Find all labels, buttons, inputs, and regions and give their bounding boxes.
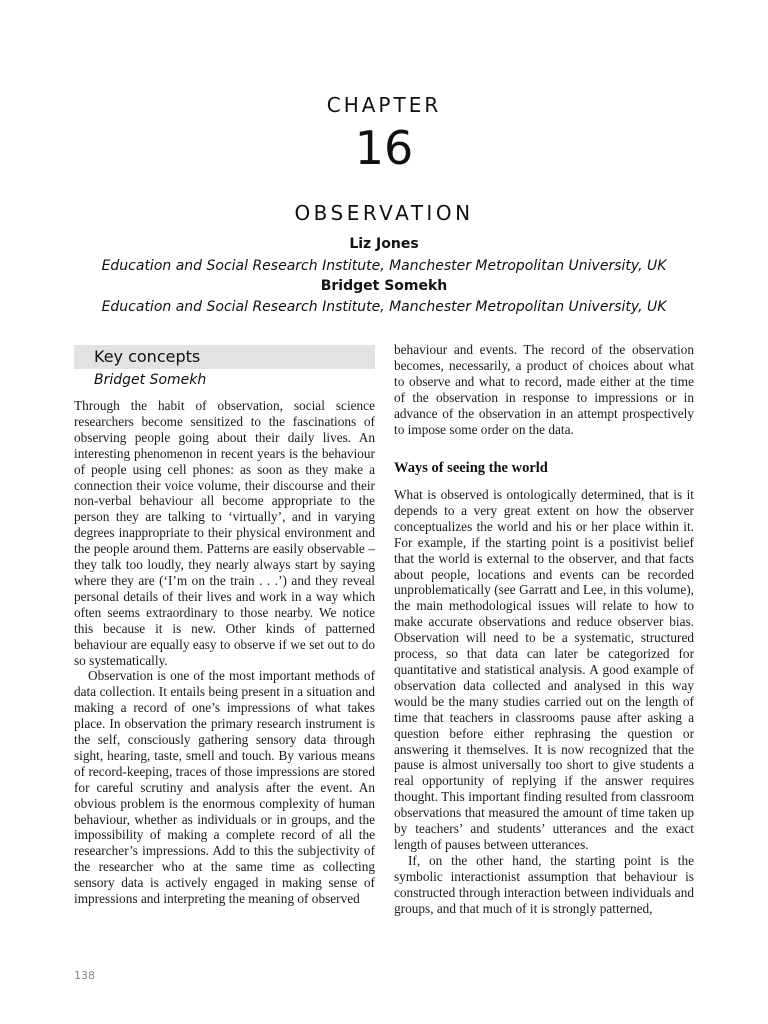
chapter-label: CHAPTER [326,93,442,117]
author-name-1: Liz Jones [349,236,419,252]
page-number: 138 [74,969,95,982]
right-paragraph-1: behaviour and events. The record of the observation becomes, necessarily, a product of choices about what to observe and what to record, made either at the time of the observation in response to impressions or in advance of the observation in an attempt prospectively to impose some order on the data. [394,342,694,437]
left-paragraph-2: Observation is one of the most important methods of data collection. It entails being present in a situation and making a record of one’s impressions of what takes place. In observation the primary research instrument is the self, consciously gathering sensory data through sight, hearing, taste, smell and touch. By various means of record-keeping, traces of those impressions are stored for careful scrutiny and analysis after the event. An obvious problem is the enormous complexity of human behaviour, whether as individuals or in groups, and the impossibility of making a complete record of all the researcher’s impressions. Add to this the subjectivity of the researcher who at the same time as collecting sensory data is actively engaged in making sense of impressions and interpreting the meaning of observed [74,668,375,907]
author-affiliation-1: Education and Social Research Institute, Manchester Metropolitan University, UK [101,258,667,274]
right-paragraph-2: What is observed is ontologically determined, that is it depends to a very great extent on how the observer conceptualizes the world and his or her place within it. For example, if the starting point is a positivist belief that the world is external to the observer, and that facts about people, locations and events can be recorded unproblematically (see Garratt and Lee, in this volume), the main methodological issues will relate to how to make accurate observations and reduce observer bias. Observation will need to be a systematic, structured process, so that data can later be categorized for quantitative and statistical analysis. A good example of observation data collected and analysed in this way would be the many studies carried out on the length of time that teachers in classrooms pause after asking a question before either rephrasing the question or answering it themselves. It is now recognized that the pause is almost universally too short to give students a real opportunity of replying if the answer requires thought. This important finding resulted from classroom observations that measured the amount of time taken up by teachers’ and students’ utterances and the exact length of pauses between utterances. [394,487,694,852]
key-concepts-box [74,345,375,369]
right-column-text [394,487,694,916]
left-paragraph-1: Through the habit of observation, social science researchers become sensitized to the fascinations of observing people going about their daily lives. An interesting phenomenon in recent years is the behaviour of people using cell phones: as soon as they make a connection their voice volume, their discourse and their non-verbal behaviour all become appropriate to the person they are talking to ‘virtually’, and in varying degrees inappropriate to their physical environment and the people around them. Patterns are easily observable – they talk too loudly, they nearly always start by saying where they are (‘I’m on the train . . .’) and they reveal personal details of their lives and work in a way which often seems extraordinary to those nearby. We notice this because it is new. Other kinds of patterned behaviour are equally easy to observe if we set out to do so systematically. [74,398,375,668]
key-concepts-author: Bridget Somekh [94,372,207,388]
right-column-intro [394,342,694,437]
chapter-title: OBSERVATION [294,201,474,225]
author-name-2: Bridget Somekh [320,278,448,294]
author-affiliation-2: Education and Social Research Institute, Manchester Metropolitan University, UK [101,299,667,315]
right-paragraph-3: If, on the other hand, the starting point is the symbolic interactionist assumption that behaviour is constructed through interaction between individuals and groups, and that much of it is strongly patterned, [394,852,694,916]
section-heading: Ways of seeing the world [394,460,548,476]
left-column-text [74,398,375,907]
key-concepts-title: Key concepts [94,347,201,366]
chapter-number: 16 [354,121,414,175]
